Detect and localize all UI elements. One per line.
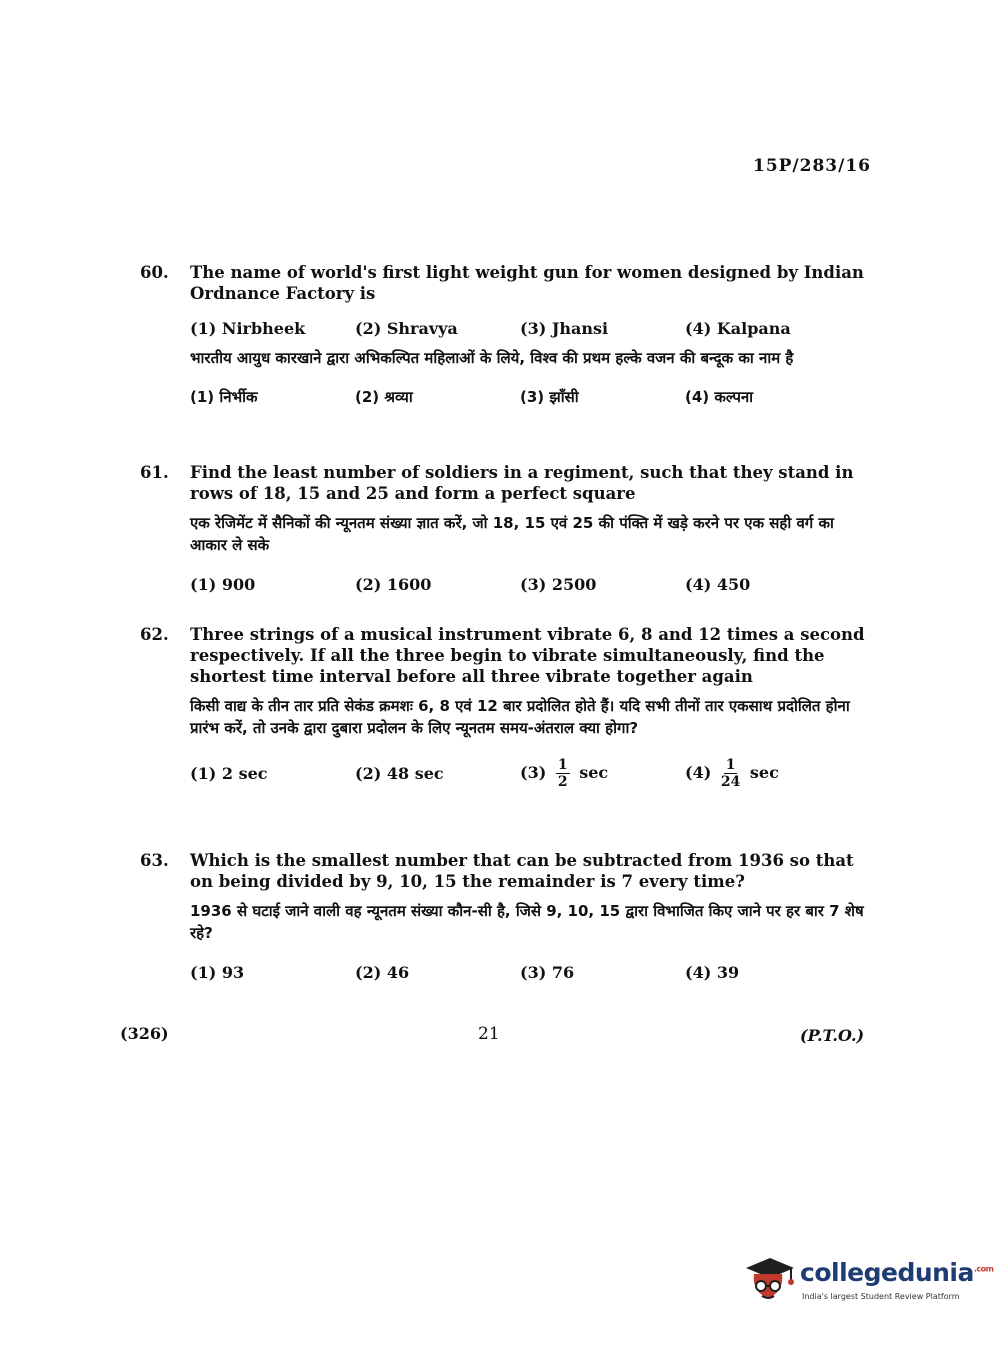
option-3: (3) Jhansi (520, 319, 609, 338)
booklet-code: (326) (120, 1024, 169, 1043)
fraction-numerator: 1 (725, 757, 736, 773)
options-english (190, 318, 870, 339)
option-label: (1) (190, 764, 217, 783)
options (190, 757, 870, 790)
option-4: (4) Kalpana (685, 319, 791, 338)
question-61 (140, 462, 870, 595)
option-3: (3) 2500 (520, 575, 597, 594)
option-4: (4) 450 (685, 575, 751, 594)
please-turn-over: (P.T.O.) (800, 1026, 865, 1045)
option-3: (3) 76 (520, 963, 575, 982)
option-label: (2) (355, 764, 382, 783)
option-value: 48 sec (386, 764, 444, 783)
option-2: (2) Shravya (355, 319, 458, 338)
question-text-hindi: भारतीय आयुध कारखाने द्वारा अभिकल्पित महिलाओं के लिये, विश्व की प्रथम हल्के वजन की बन्दूक का नाम है (190, 349, 794, 367)
option-3 (520, 757, 685, 790)
options-hindi (190, 387, 870, 408)
logo-wordmark (800, 1258, 994, 1287)
fraction-denominator: 2 (557, 774, 568, 790)
question-62 (140, 624, 870, 790)
question-number: 63. (140, 851, 169, 870)
question-text: Find the least number of soldiers in a regiment, such that they stand in rows of 18, 15 and 25 and form a perfect square (190, 463, 854, 503)
question-60 (140, 262, 870, 408)
page-number: 21 (478, 1024, 500, 1044)
question-text-hindi: 1936 से घटाई जाने वाली वह न्यूनतम संख्या कौन-सी है, जिसे 9, 10, 15 द्वारा विभाजित किए जाने पर हर बार 7 शेष रहे? (190, 902, 864, 942)
question-number: 60. (140, 263, 169, 282)
options (190, 574, 870, 595)
option-value: 2 sec (221, 764, 268, 783)
logo-suffix: .com (973, 1264, 994, 1274)
fraction (721, 757, 740, 790)
option-2: (2) 1600 (355, 575, 432, 594)
question-text: Which is the smallest number that can be subtracted from 1936 so that on being divided by 9, 10, 15 the remainder is 7 every time? (190, 851, 854, 891)
option-3-hindi: (3) झाँसी (520, 388, 579, 406)
option-label: (3) (520, 763, 547, 782)
question-text: Three strings of a musical instrument vibrate 6, 8 and 12 times a second respectively. If all the three begin to vibrate simultaneously, find the shortest time interval before all three vibrate together again (190, 625, 865, 686)
option-4 (685, 757, 850, 790)
collegedunia-logo (740, 1252, 994, 1312)
question-number: 61. (140, 463, 169, 482)
option-1 (190, 763, 355, 784)
option-1: (1) 900 (190, 575, 256, 594)
option-1: (1) 93 (190, 963, 245, 982)
option-4: (4) 39 (685, 963, 740, 982)
student-mascot-icon (740, 1252, 796, 1308)
logo-tagline: India's largest Student Review Platform (802, 1292, 960, 1301)
option-4-hindi: (4) कल्पना (685, 388, 754, 406)
option-1-hindi: (1) निर्भीक (190, 388, 258, 406)
question-text: The name of world's first light weight gun for women designed by Indian Ordnance Factory is (190, 263, 864, 303)
option-1: (1) Nirbheek (190, 319, 306, 338)
question-63 (140, 850, 870, 983)
logo-name: collegedunia (800, 1258, 974, 1287)
option-2 (355, 763, 520, 784)
option-2: (2) 46 (355, 963, 410, 982)
fraction-numerator: 1 (557, 757, 568, 773)
option-label: (4) (685, 763, 712, 782)
paper-code: 15P/283/16 (752, 156, 871, 176)
option-unit: sec (579, 763, 609, 782)
question-text-hindi: किसी वाद्य के तीन तार प्रति सेकंड क्रमशः 6, 8 एवं 12 बार प्रदोलित होते हैं। यदि सभी तीनों तार एकसाथ प्रदोलित होना प्रारंभ करें, तो उनके द्वारा दुबारा प्रदोलन के लिए न्यूनतम समय-अंतराल क्या होगा? (190, 697, 850, 737)
options (190, 962, 870, 983)
fraction-denominator: 24 (720, 774, 741, 790)
option-unit: sec (749, 763, 779, 782)
question-number: 62. (140, 625, 169, 644)
fraction (556, 757, 570, 790)
option-2-hindi: (2) श्रव्या (355, 388, 413, 406)
question-text-hindi: एक रेजिमेंट में सैनिकों की न्यूनतम संख्या ज्ञात करें, जो 18, 15 एवं 25 की पंक्ति में खड़े करने पर एक सही वर्ग का आकार ले सके (190, 514, 834, 554)
